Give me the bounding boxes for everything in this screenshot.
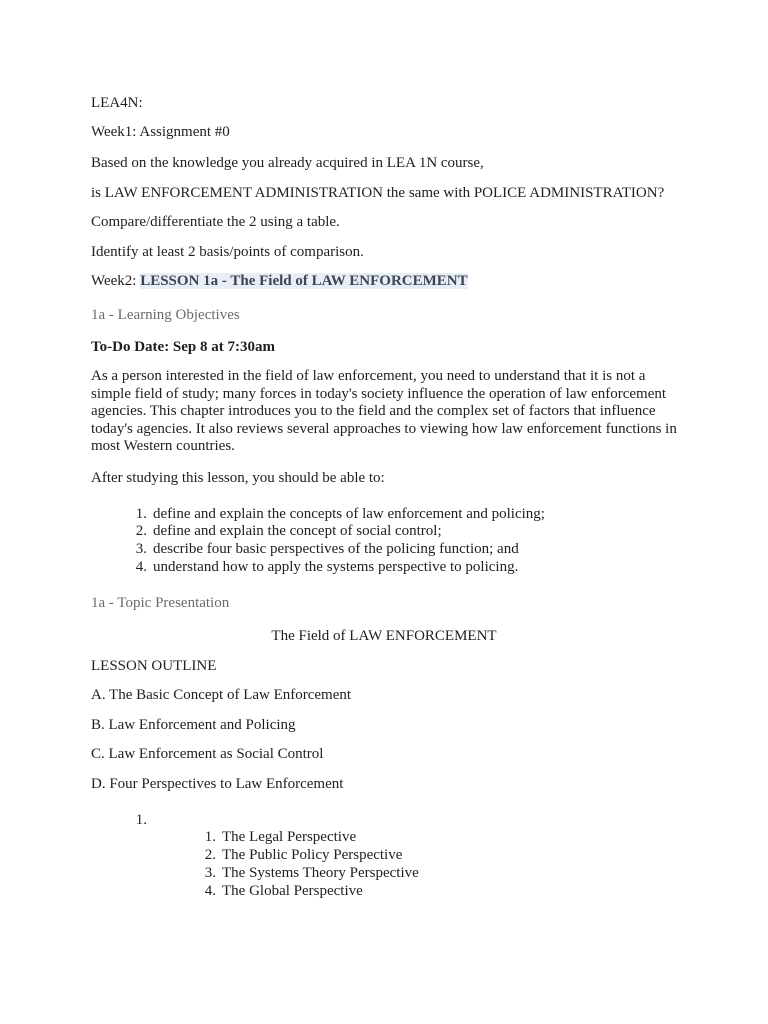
week1-line-1: Based on the knowledge you already acquired in LEA 1N course,	[91, 155, 484, 171]
week1-line-4: Identify at least 2 basis/points of comparison.	[91, 244, 364, 260]
list-item: 3. describe four basic perspectives of the policing function; and	[135, 541, 519, 557]
list-item: 1. The Legal Perspective	[204, 829, 357, 845]
week1-title: Week1: Assignment #0	[91, 124, 230, 140]
list-item: 3. The Systems Theory Perspective	[204, 865, 419, 881]
list-item: 1. define and explain the concepts of law enforcement and policing;	[135, 506, 545, 522]
lesson-intro-paragraph: As a person interested in the field of law enforcement, you need to understand that it is not a simple field of study; many forces in today's society influence the operation of law enforcement agencies. This chapter introduces you to the field and the complex set of factors that influence today's agencies. It also reviews several approaches to viewing how law enforcement functions in most Western countries.	[91, 368, 677, 455]
objectives-intro: After studying this lesson, you should be able to:	[91, 470, 385, 486]
list-item: 2. define and explain the concept of social control;	[135, 523, 442, 539]
topic-title: The Field of LAW ENFORCEMENT	[271, 628, 497, 644]
outline-item-d: D. Four Perspectives to Law Enforcement	[91, 776, 344, 792]
learning-objectives-heading: 1a - Learning Objectives	[91, 307, 240, 323]
outline-item-b: B. Law Enforcement and Policing	[91, 717, 296, 733]
week1-line-3: Compare/differentiate the 2 using a table.	[91, 214, 340, 230]
list-item: 4. The Global Perspective	[204, 883, 363, 899]
outline-item-a: A. The Basic Concept of Law Enforcement	[91, 687, 352, 703]
week1-line-2: is LAW ENFORCEMENT ADMINISTRATION the same with POLICE ADMINISTRATION?	[91, 185, 665, 201]
outline-heading: LESSON OUTLINE	[91, 658, 217, 674]
outer-list-number: 1.	[135, 812, 147, 828]
week2-prefix: Week2:	[91, 273, 141, 289]
week2-heading	[91, 272, 468, 290]
outline-item-c: C. Law Enforcement as Social Control	[91, 746, 324, 762]
list-item: 2. The Public Policy Perspective	[204, 847, 403, 863]
course-code: LEA4N:	[91, 95, 143, 111]
topic-presentation-heading: 1a - Topic Presentation	[91, 595, 230, 611]
todo-date: To-Do Date: Sep 8 at 7:30am	[91, 339, 276, 355]
list-item: 4. understand how to apply the systems perspective to policing.	[135, 559, 519, 575]
lesson-link[interactable]: LESSON 1a - The Field of LAW ENFORCEMENT	[140, 273, 468, 289]
